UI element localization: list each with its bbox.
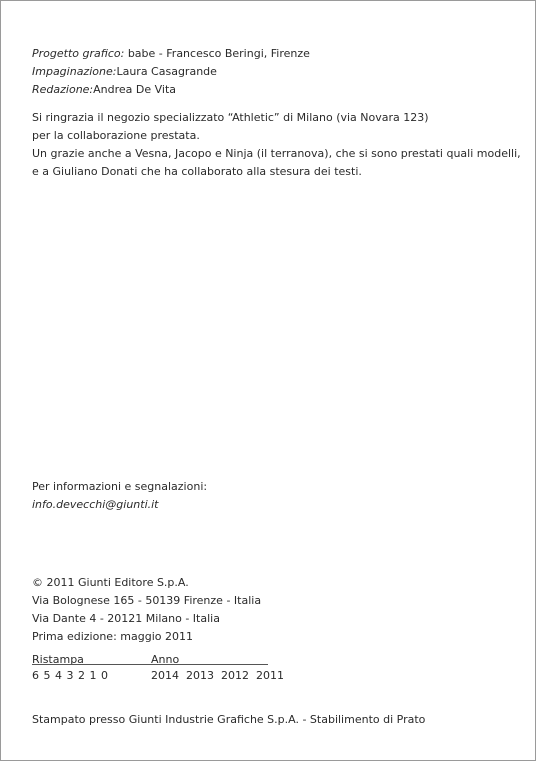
credit-line-editing [32,81,176,99]
contact-email: info.devecchi@giunti.it [32,498,159,511]
print-run-divider [32,664,268,665]
publisher-address-firenze: Via Bolognese 165 - 50139 Firenze - Italia [32,594,262,607]
credit-role: Redazione: [32,83,94,96]
ristampa-label: Ristampa [32,653,84,666]
publisher-address-milano: Via Dante 4 - 20121 Milano - Italia [32,612,220,625]
acknowledgement-line: Si ringrazia il negozio specializzato “Athletic” di Milano (via Novara 123) [32,111,429,124]
credit-line-design [32,45,310,63]
anno-label: Anno [151,653,180,666]
credit-role: Progetto grafico: [32,47,125,60]
publisher-copyright: © 2011 Giunti Editore S.p.A. [32,576,189,589]
first-edition: Prima edizione: maggio 2011 [32,630,193,643]
credit-role: Impaginazione: [32,65,117,78]
credit-name: Andrea De Vita [93,83,177,96]
credit-line-layout [32,63,217,81]
credit-name: Laura Casagrande [116,65,217,78]
contact-label: Per informazioni e segnalazioni: [32,480,208,493]
acknowledgement-line: e a Giuliano Donati che ha collaborato alla stesura dei testi. [32,165,362,178]
anno-values: 2014 2013 2012 2011 [151,669,284,682]
ristampa-values: 6 5 4 3 2 1 0 [32,669,109,682]
acknowledgement-line: per la collaborazione prestata. [32,129,200,142]
acknowledgement-line: Un grazie anche a Vesna, Jacopo e Ninja (il terranova), che si sono prestati quali modelli, [32,147,521,160]
printer-line: Stampato presso Giunti Industrie Grafiche S.p.A. - Stabilimento di Prato [32,713,426,726]
credit-name: babe - Francesco Beringi, Firenze [127,47,310,60]
